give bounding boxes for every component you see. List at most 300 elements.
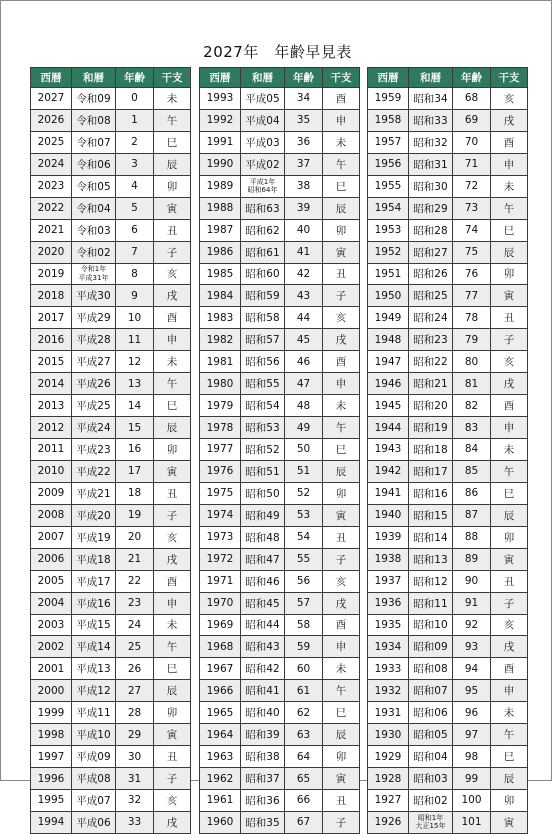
table-row [31,263,191,285]
era-cell: 昭和14 [409,526,453,548]
eto-cell: 寅 [154,197,191,219]
era-cell: 昭和44 [241,614,285,636]
table-row [368,263,528,285]
age-cell: 98 [453,746,491,768]
table-row [200,307,360,329]
table-row [368,570,528,592]
age-cell: 30 [116,746,154,768]
eto-cell: 午 [154,373,191,395]
year-cell: 2019 [31,263,72,285]
table-row [200,395,360,417]
year-cell: 2003 [31,614,72,636]
era-cell: 昭和28 [409,219,453,241]
table-row [200,439,360,461]
table-row [200,460,360,482]
year-cell: 1947 [368,351,409,373]
year-cell: 1942 [368,460,409,482]
header-eto: 干支 [323,68,360,88]
age-cell: 101 [453,811,491,833]
era-cell: 昭和25 [409,285,453,307]
era-cell: 昭和08 [409,658,453,680]
year-cell: 1971 [200,570,241,592]
age-cell: 77 [453,285,491,307]
year-cell: 1975 [200,482,241,504]
table-row [200,504,360,526]
year-cell: 1968 [200,636,241,658]
era-cell: 昭和48 [241,526,285,548]
table-row [200,241,360,263]
era-cell: 令和04 [72,197,116,219]
table-row [200,724,360,746]
year-cell: 1949 [368,307,409,329]
header-age: 年齢 [116,68,154,88]
year-cell: 1932 [368,680,409,702]
age-cell: 53 [285,504,323,526]
age-cell: 42 [285,263,323,285]
table-row [200,285,360,307]
age-cell: 37 [285,153,323,175]
year-cell: 2012 [31,417,72,439]
age-cell: 19 [116,504,154,526]
eto-cell: 巳 [491,482,528,504]
header-western-year: 西暦 [31,68,72,88]
age-cell: 13 [116,373,154,395]
age-cell: 72 [453,175,491,197]
age-cell: 71 [453,153,491,175]
year-cell: 2017 [31,307,72,329]
header-eto: 干支 [154,68,191,88]
age-cell: 76 [453,263,491,285]
year-cell: 2005 [31,570,72,592]
table-row [31,88,191,110]
age-cell: 17 [116,460,154,482]
eto-cell: 巳 [491,219,528,241]
header-western-year: 西暦 [200,68,241,88]
age-cell: 47 [285,373,323,395]
eto-cell: 未 [154,614,191,636]
header-eto: 干支 [491,68,528,88]
era-cell: 昭和31 [409,153,453,175]
eto-cell: 卯 [154,439,191,461]
year-cell: 2027 [31,88,72,110]
age-cell: 43 [285,285,323,307]
age-table-middle [199,67,360,834]
age-cell: 0 [116,88,154,110]
eto-cell: 午 [154,636,191,658]
era-cell: 平成28 [72,329,116,351]
eto-cell: 卯 [323,482,360,504]
era-cell: 昭和23 [409,329,453,351]
year-cell: 1994 [31,811,72,833]
year-cell: 1970 [200,592,241,614]
eto-cell: 申 [154,329,191,351]
year-cell: 1992 [200,109,241,131]
table-row [368,197,528,219]
age-cell: 2 [116,131,154,153]
age-cell: 79 [453,329,491,351]
age-cell: 74 [453,219,491,241]
age-cell: 41 [285,241,323,263]
eto-cell: 亥 [491,614,528,636]
era-cell: 昭和07 [409,680,453,702]
year-cell: 1950 [368,285,409,307]
eto-cell: 卯 [323,219,360,241]
eto-cell: 子 [323,548,360,570]
age-cell: 65 [285,768,323,790]
year-cell: 1981 [200,351,241,373]
table-row [368,417,528,439]
era-cell: 平成13 [72,658,116,680]
year-cell: 1926 [368,811,409,833]
era-cell: 昭和42 [241,658,285,680]
age-cell: 44 [285,307,323,329]
year-cell: 1956 [368,153,409,175]
age-cell: 7 [116,241,154,263]
year-cell: 1979 [200,395,241,417]
era-cell: 昭和27 [409,241,453,263]
table-row [368,658,528,680]
eto-cell: 戌 [154,811,191,833]
age-cell: 45 [285,329,323,351]
age-cell: 70 [453,131,491,153]
era-cell: 昭和39 [241,724,285,746]
table-row [368,504,528,526]
age-cell: 21 [116,548,154,570]
eto-cell: 未 [491,702,528,724]
table-row [368,395,528,417]
age-cell: 24 [116,614,154,636]
age-cell: 86 [453,482,491,504]
age-cell: 18 [116,482,154,504]
age-cell: 31 [116,768,154,790]
table-row [200,351,360,373]
age-cell: 83 [453,417,491,439]
eto-cell: 寅 [323,768,360,790]
eto-cell: 巳 [154,658,191,680]
eto-cell: 辰 [491,241,528,263]
table-row [200,526,360,548]
eto-cell: 巳 [323,175,360,197]
table-row [368,724,528,746]
eto-cell: 戌 [154,285,191,307]
eto-cell: 寅 [154,724,191,746]
eto-cell: 丑 [323,526,360,548]
year-cell: 2006 [31,548,72,570]
eto-cell: 未 [491,175,528,197]
era-cell: 昭和51 [241,460,285,482]
eto-cell: 寅 [491,811,528,833]
era-cell: 昭和54 [241,395,285,417]
age-cell: 91 [453,592,491,614]
era-cell: 昭和18 [409,439,453,461]
year-cell: 1963 [200,746,241,768]
table-row [368,614,528,636]
table-row [368,373,528,395]
table-row [368,460,528,482]
table-row [31,241,191,263]
eto-cell: 子 [323,811,360,833]
age-table-right [367,67,528,834]
era-cell: 平成07 [72,790,116,812]
eto-cell: 卯 [323,746,360,768]
table-row [200,548,360,570]
eto-cell: 丑 [491,307,528,329]
eto-cell: 亥 [154,790,191,812]
eto-cell: 亥 [154,263,191,285]
eto-cell: 辰 [323,460,360,482]
header-japanese-era: 和暦 [72,68,116,88]
year-cell: 1966 [200,680,241,702]
table-row [368,219,528,241]
era-cell: 昭和24 [409,307,453,329]
era-cell: 平成17 [72,570,116,592]
eto-cell: 子 [154,768,191,790]
year-cell: 1940 [368,504,409,526]
year-cell: 1999 [31,702,72,724]
year-cell: 2011 [31,439,72,461]
age-cell: 81 [453,373,491,395]
age-cell: 78 [453,307,491,329]
table-row [368,329,528,351]
eto-cell: 午 [154,109,191,131]
age-cell: 59 [285,636,323,658]
eto-cell: 卯 [154,175,191,197]
eto-cell: 酉 [154,570,191,592]
table-row [31,811,191,833]
age-cell: 48 [285,395,323,417]
table-row [31,197,191,219]
eto-cell: 酉 [323,351,360,373]
table-row [368,636,528,658]
eto-cell: 酉 [491,658,528,680]
eto-cell: 申 [323,373,360,395]
era-cell: 昭和19 [409,417,453,439]
eto-cell: 辰 [154,680,191,702]
year-cell: 2026 [31,109,72,131]
table-row [31,658,191,680]
age-cell: 10 [116,307,154,329]
year-cell: 1969 [200,614,241,636]
era-cell: 平成30 [72,285,116,307]
year-cell: 1952 [368,241,409,263]
year-cell: 1927 [368,790,409,812]
era-cell: 昭和1年 大正15年 [409,811,453,833]
table-row [31,482,191,504]
era-cell: 平成09 [72,746,116,768]
era-cell: 平成20 [72,504,116,526]
age-cell: 82 [453,395,491,417]
year-cell: 2020 [31,241,72,263]
eto-cell: 酉 [323,88,360,110]
year-cell: 2009 [31,482,72,504]
table-row [200,88,360,110]
era-cell: 昭和57 [241,329,285,351]
year-cell: 1997 [31,746,72,768]
table-row [200,417,360,439]
age-cell: 67 [285,811,323,833]
age-cell: 57 [285,592,323,614]
eto-cell: 午 [323,417,360,439]
era-cell: 平成06 [72,811,116,833]
table-row [31,724,191,746]
era-cell: 平成29 [72,307,116,329]
year-cell: 1929 [368,746,409,768]
year-cell: 1977 [200,439,241,461]
age-cell: 58 [285,614,323,636]
eto-cell: 申 [491,417,528,439]
table-row [368,307,528,329]
era-cell: 昭和11 [409,592,453,614]
table-row [31,614,191,636]
table-row [31,768,191,790]
era-cell: 平成21 [72,482,116,504]
era-cell: 昭和46 [241,570,285,592]
table-header-row [200,68,360,88]
table-row [200,219,360,241]
year-cell: 1988 [200,197,241,219]
year-cell: 2008 [31,504,72,526]
eto-cell: 巳 [323,702,360,724]
age-cell: 93 [453,636,491,658]
era-cell: 平成02 [241,153,285,175]
eto-cell: 申 [491,680,528,702]
age-cell: 27 [116,680,154,702]
age-cell: 32 [116,790,154,812]
table-row [368,548,528,570]
age-cell: 60 [285,658,323,680]
age-cell: 26 [116,658,154,680]
table-row [31,153,191,175]
year-cell: 1983 [200,307,241,329]
year-cell: 2001 [31,658,72,680]
era-cell: 平成08 [72,768,116,790]
age-cell: 75 [453,241,491,263]
era-cell: 令和05 [72,175,116,197]
year-cell: 1953 [368,219,409,241]
age-cell: 95 [453,680,491,702]
year-cell: 2016 [31,329,72,351]
eto-cell: 辰 [154,153,191,175]
eto-cell: 巳 [154,395,191,417]
table-row [200,109,360,131]
table-row [200,329,360,351]
year-cell: 1990 [200,153,241,175]
era-cell: 昭和21 [409,373,453,395]
era-cell: 平成22 [72,460,116,482]
year-cell: 1958 [368,109,409,131]
era-cell: 昭和56 [241,351,285,373]
table-row [200,746,360,768]
age-cell: 50 [285,439,323,461]
year-cell: 2015 [31,351,72,373]
year-cell: 1978 [200,417,241,439]
eto-cell: 未 [154,351,191,373]
age-cell: 49 [285,417,323,439]
era-cell: 昭和03 [409,768,453,790]
age-cell: 94 [453,658,491,680]
era-cell: 昭和40 [241,702,285,724]
eto-cell: 辰 [323,724,360,746]
table-row [31,395,191,417]
era-cell: 昭和34 [409,88,453,110]
eto-cell: 申 [154,592,191,614]
header-japanese-era: 和暦 [241,68,285,88]
eto-cell: 戌 [491,109,528,131]
era-cell: 昭和26 [409,263,453,285]
eto-cell: 亥 [323,570,360,592]
eto-cell: 辰 [491,768,528,790]
era-cell: 昭和15 [409,504,453,526]
table-row [200,153,360,175]
table-row [31,417,191,439]
header-age: 年齢 [453,68,491,88]
table-row [368,439,528,461]
era-cell: 昭和22 [409,351,453,373]
era-cell: 昭和58 [241,307,285,329]
age-cell: 23 [116,592,154,614]
table-row [368,768,528,790]
year-cell: 1946 [368,373,409,395]
year-cell: 1967 [200,658,241,680]
age-cell: 34 [285,88,323,110]
table-row [200,482,360,504]
eto-cell: 子 [323,285,360,307]
age-cell: 89 [453,548,491,570]
year-cell: 1928 [368,768,409,790]
year-cell: 1995 [31,790,72,812]
era-cell: 平成18 [72,548,116,570]
era-cell: 昭和12 [409,570,453,592]
year-cell: 1933 [368,658,409,680]
age-cell: 54 [285,526,323,548]
table-row [200,131,360,153]
year-cell: 1996 [31,768,72,790]
table-row [31,439,191,461]
eto-cell: 卯 [491,263,528,285]
table-row [200,658,360,680]
era-cell: 平成15 [72,614,116,636]
age-cell: 52 [285,482,323,504]
year-cell: 1943 [368,439,409,461]
eto-cell: 丑 [154,219,191,241]
year-cell: 1957 [368,131,409,153]
age-cell: 92 [453,614,491,636]
eto-cell: 丑 [491,570,528,592]
eto-cell: 午 [323,153,360,175]
table-row [368,811,528,833]
age-table-left [30,67,191,834]
year-cell: 1985 [200,263,241,285]
table-row [31,351,191,373]
era-cell: 昭和55 [241,373,285,395]
era-cell: 昭和09 [409,636,453,658]
era-cell: 昭和16 [409,482,453,504]
era-cell: 令和03 [72,219,116,241]
era-cell: 平成11 [72,702,116,724]
age-cell: 88 [453,526,491,548]
eto-cell: 寅 [154,460,191,482]
header-western-year: 西暦 [368,68,409,88]
era-cell: 昭和13 [409,548,453,570]
year-cell: 1951 [368,263,409,285]
year-cell: 2018 [31,285,72,307]
eto-cell: 巳 [491,746,528,768]
year-cell: 1974 [200,504,241,526]
year-cell: 1954 [368,197,409,219]
table-row [368,592,528,614]
table-row [31,460,191,482]
table-row [200,636,360,658]
